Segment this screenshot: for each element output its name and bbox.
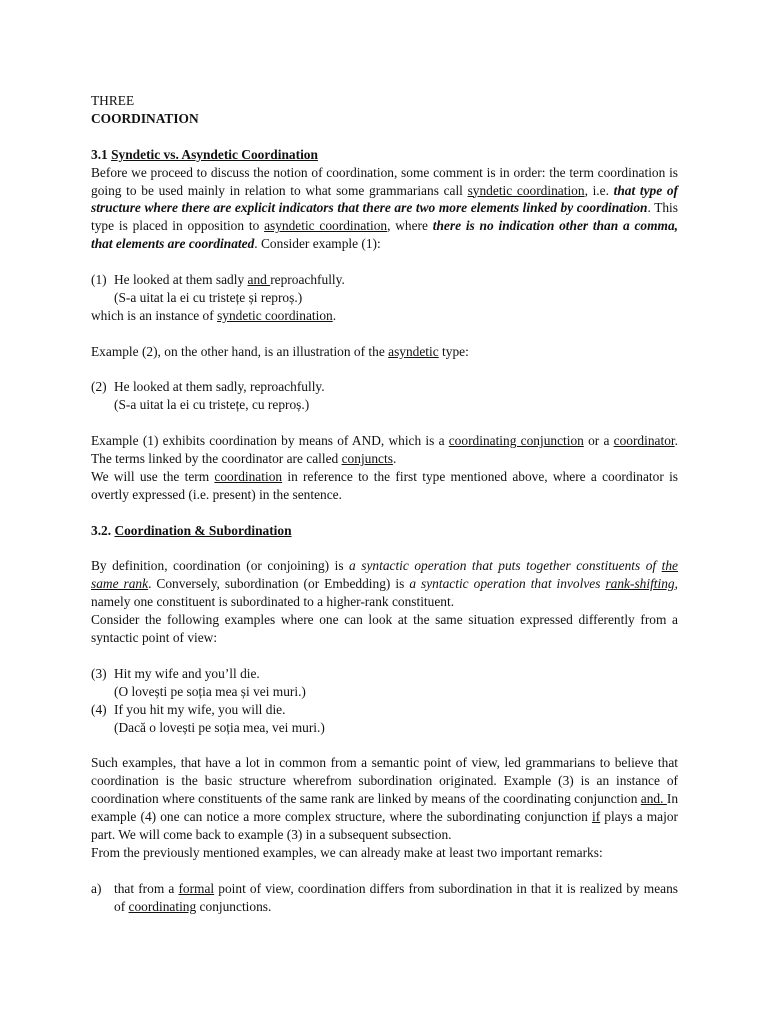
example-1: (1) He looked at them sadly and reproachfully. [91,272,345,288]
paragraph-syndetic-intro: Before we proceed to discuss the notion of coordination, some comment is in order: the term coordination is going to be used mainly in relation to what some grammarians call syndetic coordination, i.e. that type of structure where there are explicit indicators that there are two more elements linked by coordination. This type is placed in opposition to asyndetic coordination, where there is no indication other than a comma, that elements are coordinated. Consider example (1): [91,164,678,252]
example-1-translation: (S-a uitat la ei cu tristețe și reproș.) [114,289,303,305]
section-3-2-heading: 3.2. Coordination & Subordination [91,522,292,538]
document-page [91,92,678,916]
example-4: (4) If you hit my wife, you will die. [91,701,286,717]
example-4-translation: (Dacă o lovești pe soția mea, vei muri.) [114,719,325,735]
example-2-translation: (S-a uitat la ei cu tristețe, cu reproș.) [114,397,310,413]
paragraph-syndetic-instance: which is an instance of syndetic coordination. [91,307,337,323]
paragraph-definition: By definition, coordination (or conjoining) is a syntactic operation that puts together constituents of the same rank. Conversely, subordination (or Embedding) is a syntactic operation that involves rank-shifting, namely one constituent is subordinated to a higher-rank constituent. [91,558,678,610]
section-3-1-heading: 3.1 Syndetic vs. Asyndetic Coordination [91,146,318,162]
chapter-number: THREE [91,93,135,108]
chapter-title: COORDINATION [91,110,199,126]
list-item-a: a) that from a formal point of view, coordination differs from subordination in that it is realized by means of coordinating conjunctions. [91,880,678,914]
paragraph-term-coordination: We will use the term coordination in reference to the first type mentioned above, where a coordinator is overtly expressed (i.e. present) in the sentence. [91,468,678,502]
paragraph-coordinator: Example (1) exhibits coordination by means of AND, which is a coordinating conjunction or a coordinator. The terms linked by the coordinator are called conjuncts. [91,433,678,467]
paragraph-semantic: Such examples, that have a lot in common from a semantic point of view, led grammarians to believe that coordination is the basic structure wherefrom subordination originated. Example (3) is an instance of coordination where constituents of the same rank are linked by means of the coordinating conjunction and. In example (4) one can notice a more complex structure, where the subordinating conjunction if plays a major part. We will come back to example (3) in a subsequent subsection. [91,755,679,843]
paragraph-consider: Consider the following examples where one can look at the same situation expressed differently from a syntactic point of view: [91,612,678,646]
example-3-translation: (O lovești pe soția mea și vei muri.) [114,683,306,699]
paragraph-remarks: From the previously mentioned examples, we can already make at least two important remarks: [91,844,603,860]
example-2: (2) He looked at them sadly, reproachfully. [91,379,325,395]
paragraph-asyndetic-intro: Example (2), on the other hand, is an illustration of the asyndetic type: [91,343,469,359]
example-3: (3) Hit my wife and you’ll die. [91,665,260,681]
